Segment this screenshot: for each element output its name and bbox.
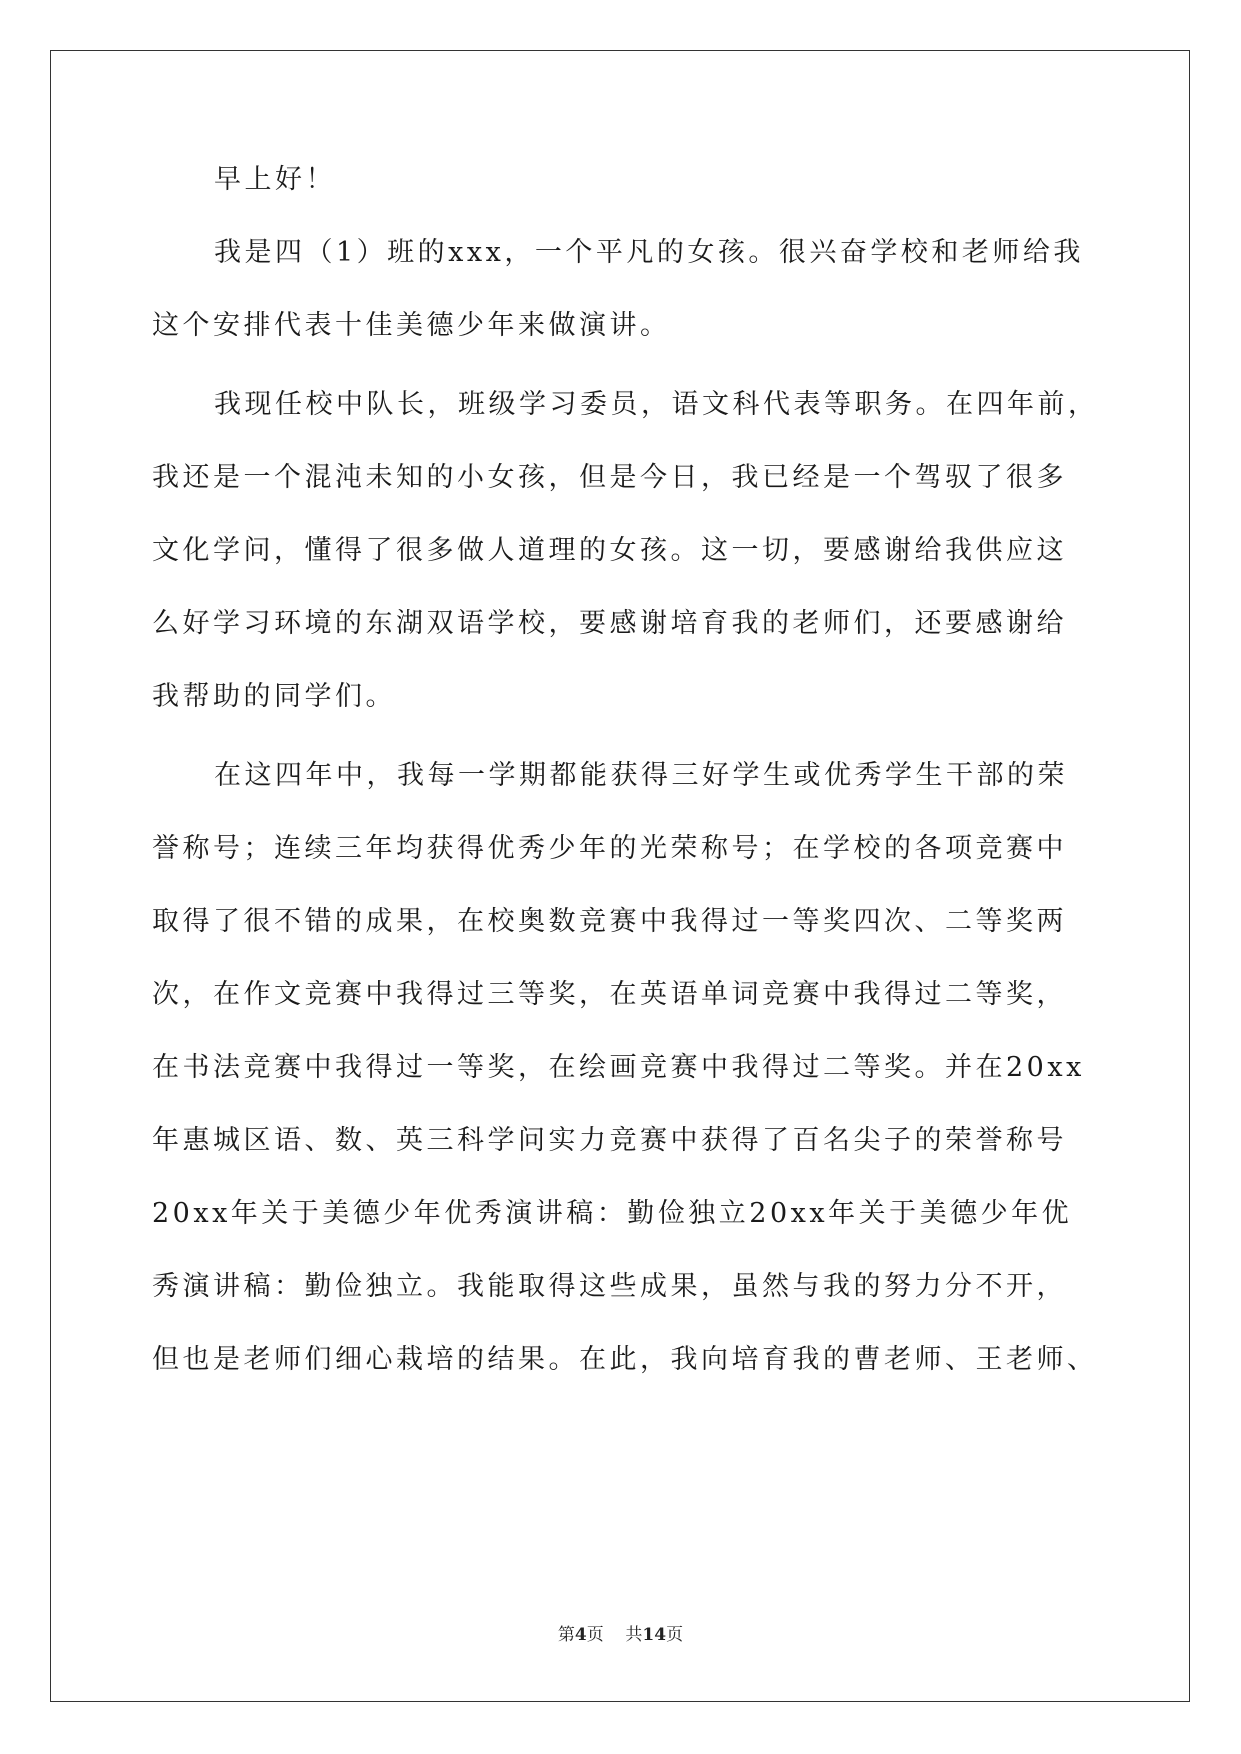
text-line: 我现任校中队长，班级学习委员，语文科代表等职务。在四年前， <box>214 389 1099 420</box>
text-line: 我还是一个混沌未知的小女孩，但是今日，我已经是一个驾驭了很多 <box>152 462 1067 493</box>
text-line: 在这四年中，我每一学期都能获得三好学生或优秀学生干部的荣 <box>214 760 1068 791</box>
footer-total-prefix: 共 <box>625 1625 643 1645</box>
footer-prefix: 第 <box>557 1625 575 1645</box>
page-footer <box>0 1620 1241 1645</box>
text-line: 文化学问，懂得了很多做人道理的女孩。这一切，要感谢给我供应这 <box>152 535 1067 566</box>
text-line: 在书法竞赛中我得过一等奖，在绘画竞赛中我得过二等奖。并在20xx <box>152 1052 1085 1083</box>
text-line: 秀演讲稿：勤俭独立。我能取得这些成果，虽然与我的努力分不开， <box>152 1271 1067 1302</box>
page-frame <box>50 50 1190 1702</box>
footer-current-page: 4 <box>574 1625 587 1645</box>
footer-page-unit: 页 <box>586 1625 604 1645</box>
text-line: 但也是老师们细心栽培的结果。在此，我向培育我的曹老师、王老师、 <box>152 1344 1098 1375</box>
text-line: 这个安排代表十佳美德少年来做演讲。 <box>152 310 671 341</box>
text-line: 年惠城区语、数、英三科学问实力竞赛中获得了百名尖子的荣誉称号 <box>152 1125 1067 1156</box>
text-line: 么好学习环境的东湖双语学校，要感谢培育我的老师们，还要感谢给 <box>152 608 1067 639</box>
footer-total-pages: 14 <box>642 1625 667 1645</box>
text-line: 早上好！ <box>214 164 336 195</box>
text-line: 次，在作文竞赛中我得过三等奖，在英语单词竞赛中我得过二等奖， <box>152 979 1067 1010</box>
text-line: 我帮助的同学们。 <box>152 681 396 712</box>
text-line: 取得了很不错的成果，在校奥数竞赛中我得过一等奖四次、二等奖两 <box>152 906 1067 937</box>
text-line: 20xx年关于美德少年优秀演讲稿：勤俭独立20xx年关于美德少年优 <box>152 1198 1073 1229</box>
text-line: 誉称号；连续三年均获得优秀少年的光荣称号；在学校的各项竞赛中 <box>152 833 1067 864</box>
text-line: 我是四（1）班的xxx，一个平凡的女孩。很兴奋学校和老师给我 <box>214 237 1084 268</box>
footer-total-unit: 页 <box>666 1625 684 1645</box>
